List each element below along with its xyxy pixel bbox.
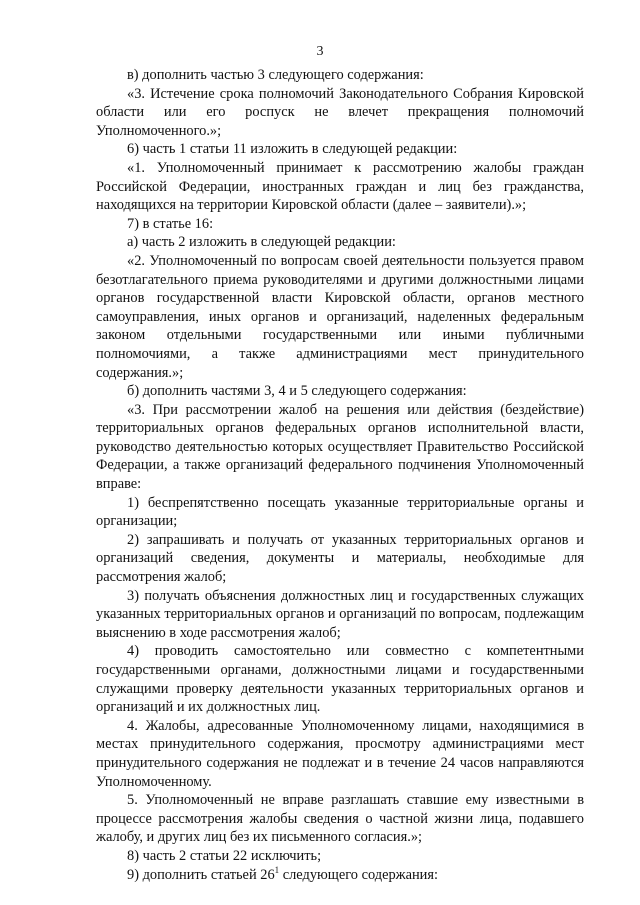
paragraph: а) часть 2 изложить в следующей редакции:	[127, 234, 396, 251]
paragraph: в) дополнить частью 3 следующего содержания:	[127, 67, 424, 83]
last-paragraph-start: 9) дополнить статьей 26	[127, 866, 275, 883]
paragraph: б) дополнить частями 3, 4 и 5 следующего содержания:	[127, 383, 467, 400]
paragraph: «1. Уполномоченный принимает к рассмотрению жалобы граждан Российской Федерации, иностранных граждан и лиц без гражданства, находящихся на территории Кировской области (далее – заявители).»;	[96, 159, 584, 214]
paragraph: 7) в статье 16:	[127, 215, 214, 232]
paragraph: 1) беспрепятственно посещать указанные территориальные органы и организации;	[96, 494, 584, 530]
superscript: 1	[274, 864, 280, 875]
paragraph: 3) получать объяснения должностных лиц и государственных служащих указанных территориальных органов и организаций по вопросам, подлежащим выяснению в ходе рассмотрения жалоб;	[96, 587, 584, 641]
paragraph: 6) часть 1 статьи 11 изложить в следующей редакции:	[127, 141, 458, 158]
paragraph: «3. Истечение срока полномочий Законодательного Собрания Кировской области или его роспуск не влечет прекращения полномочий Уполномоченного.»;	[96, 85, 584, 139]
last-paragraph-end: следующего содержания:	[279, 866, 438, 883]
paragraph: «3. При рассмотрении жалоб на решения или действия (бездействие) территориальных органов федеральных органов исполнительной власти, руководство деятельностью которых осуществляет Правительство Российской Федерации, а также организаций федерального подчинения Уполномоченный вправе:	[96, 401, 584, 493]
paragraph: «2. Уполномоченный по вопросам своей деятельности пользуется правом безотлагательного приема руководителями и другими должностными лицами органов государственной власти Кировской области, органов местного самоуправления, иных органов и организаций, наделенных федеральным законом отдельными государственными или иными публичными полномочиями, а также администрациями мест принудительного содержания.»;	[96, 252, 584, 381]
paragraph: 4) проводить самостоятельно или совместно с компетентными государственными органами, должностными лицами и государственными служащими проверку деятельности указанных территориальных органов и организаций и их должностных лиц.	[96, 643, 584, 716]
paragraph: 5. Уполномоченный не вправе разглашать ставшие ему известными в процессе рассмотрения жалобы сведения о частной жизни лица, подавшего жалобу, и других лиц без их письменного согласия.»;	[96, 792, 584, 846]
document-body	[96, 66, 584, 884]
paragraph: 2) запрашивать и получать от указанных территориальных органов и организаций сведения, документы и материалы, необходимые для рассмотрения жалоб;	[96, 531, 584, 586]
paragraph: 4. Жалобы, адресованные Уполномоченному лицами, находящимися в местах принудительного содержания, просмотру администрациями мест принудительного содержания не подлежат и в течение 24 часов направляются Уполномоченному.	[96, 717, 584, 790]
paragraph: 8) часть 2 статьи 22 исключить;	[127, 847, 322, 864]
page-number: 3	[316, 44, 324, 59]
paragraph-last	[96, 866, 584, 885]
